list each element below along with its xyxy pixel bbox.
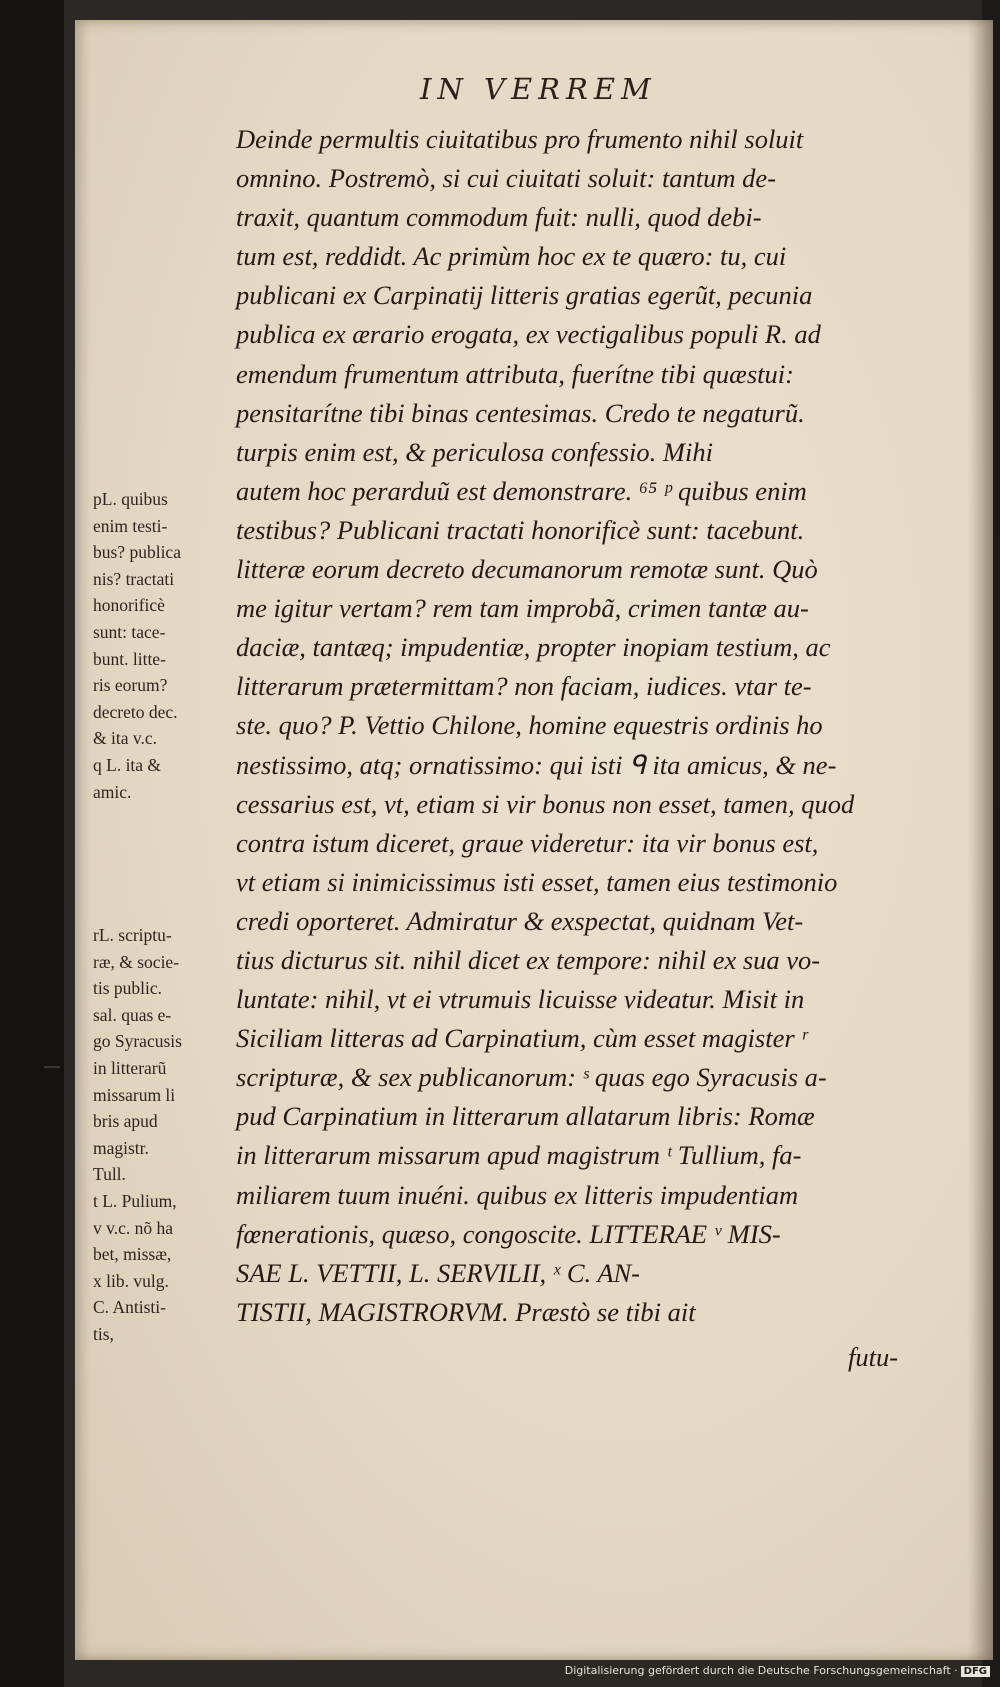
margin-note-line: tis,	[93, 1323, 114, 1344]
text-line: publica ex ærario erogata, ex vectigalibus populi R. ad	[236, 319, 821, 350]
margin-note-line: honorificè	[93, 595, 165, 616]
text-line: nestissimo, atq; ornatissimo: qui isti ᑫ ita amicus, & ne-	[236, 749, 837, 780]
margin-note-line: tis public.	[93, 978, 163, 999]
margin-note-line: go Syracusis	[93, 1031, 182, 1052]
text-line: traxit, quantum commodum fuit: nulli, quod debi-	[236, 202, 762, 233]
footer-text: Digitalisierung gefördert durch die Deutsche Forschungsgemeinschaft ·	[564, 1664, 958, 1677]
dfg-logo-icon: DFG	[961, 1666, 990, 1677]
text-line: TISTII, MAGISTRORVM. Præstò se tibi ait	[236, 1296, 696, 1327]
margin-note-line: t L. Pulium,	[93, 1190, 177, 1211]
margin-note-line: nis? tractati	[93, 568, 175, 589]
text-line: fœnerationis, quæso, congoscite. LITTERAE ᵛ MIS-	[236, 1218, 781, 1249]
text-line: publicani ex Carpinatij litteris gratias egerũt, pecunia	[236, 280, 813, 311]
margin-note-line: ris eorum?	[93, 675, 168, 696]
margin-note-line: amic.	[93, 781, 132, 802]
margin-note-line: bris apud	[93, 1111, 158, 1132]
text-line: daciæ, tantæq; impudentiæ, propter inopiam testium, ac	[236, 632, 831, 663]
text-line: tum est, reddidt. Ac primùm hoc ex te quæro: tu, cui	[236, 241, 787, 272]
text-line: contra istum diceret, graue videretur: ita vir bonus est,	[236, 827, 819, 858]
text-line: pensitarítne tibi binas centesimas. Credo te negaturũ.	[236, 397, 805, 428]
text-line: pud Carpinatium in litterarum allatarum libris: Romæ	[236, 1101, 815, 1132]
margin-note-line: in litterarũ	[93, 1057, 167, 1078]
text-line: turpis enim est, & periculosa confessio. Mihi	[236, 436, 713, 467]
margin-note-line: missarum li	[93, 1084, 176, 1105]
catchword: futu-	[848, 1342, 899, 1372]
margin-note-line: magistr.	[93, 1137, 149, 1158]
margin-note-line: q L. ita &	[93, 754, 162, 775]
text-line: me igitur vertam? rem tam improbã, crimen tantæ au-	[236, 593, 809, 624]
margin-note-line: pL. quibus	[93, 489, 168, 509]
text-line: scripturæ, & sex publicanorum: ˢ quas ego Syracusis a-	[236, 1062, 827, 1093]
text-line: SAE L. VETTII, L. SERVILII, ˣ C. AN-	[236, 1257, 641, 1288]
running-head: IN VERREM	[420, 72, 657, 106]
margin-note-line: bus? publica	[93, 542, 181, 563]
text-line: omnino. Postremò, si cui ciuitati soluit: tantum de-	[236, 163, 777, 194]
margin-note-line: bet, missæ,	[93, 1244, 172, 1265]
margin-note-line: decreto dec.	[93, 701, 178, 722]
margin-note-line: rL. scriptu-	[93, 925, 172, 945]
margin-note-line: sunt: tace-	[93, 621, 166, 642]
main-text-block	[236, 120, 916, 1332]
margin-note-line: v v.c. nõ ha	[93, 1217, 174, 1238]
text-line: tius dicturus sit. nihil dicet ex tempore: nihil ex sua vo-	[236, 944, 821, 975]
text-line: litterarum prætermittam? non faciam, iudices. vtar te-	[236, 671, 812, 702]
margin-notes-lower	[93, 922, 233, 1348]
text-line: cessarius est, vt, etiam si vir bonus non esset, tamen, quod	[236, 788, 855, 819]
text-line: in litterarum missarum apud magistrum ᵗ Tullium, fa-	[236, 1140, 802, 1171]
text-line: emendum frumentum attributa, fuerítne tibi quæstui:	[236, 358, 794, 389]
margin-notes-upper	[93, 486, 233, 805]
text-line: testibus? Publicani tractati honorificè sunt: tacebunt.	[236, 514, 805, 545]
margin-note-line: enim testi-	[93, 515, 168, 536]
text-line: luntate: nihil, vt ei vtrumuis licuisse videatur. Misit in	[236, 984, 805, 1015]
margin-note-line: & ita v.c.	[93, 728, 157, 749]
margin-note-line: C. Antisti-	[93, 1297, 166, 1318]
margin-note-line: Tull.	[93, 1164, 126, 1185]
text-line: ste. quo? P. Vettio Chilone, homine equestris ordinis ho	[236, 710, 823, 741]
margin-note-line: bunt. litte-	[93, 648, 166, 669]
scan-left-edge	[0, 0, 64, 1687]
margin-note-line: sal. quas e-	[93, 1004, 172, 1025]
text-line: miliarem tuum inuéni. quibus ex litteris impudentiam	[236, 1179, 799, 1210]
page-gutter-shadow	[967, 20, 993, 1660]
text-line: credi oporteret. Admiratur & exspectat, quidnam Vet-	[236, 905, 804, 936]
margin-note-line: x lib. vulg.	[93, 1270, 169, 1291]
digitization-footer	[520, 1664, 990, 1677]
text-line: Deinde permultis ciuitatibus pro frumento nihil soluit	[236, 124, 804, 154]
text-line: autem hoc perarduũ est demonstrare. ⁶⁵ ᵖ quibus enim	[236, 475, 807, 506]
text-line: litteræ eorum decreto decumanorum remotæ sunt. Quò	[236, 554, 818, 585]
margin-dash-mark	[44, 1066, 60, 1068]
text-line: Siciliam litteras ad Carpinatium, cùm esset magister ʳ	[236, 1023, 808, 1054]
text-line: vt etiam si inimicissimus isti esset, tamen eius testimonio	[236, 866, 838, 897]
margin-note-line: ræ, & socie-	[93, 951, 180, 972]
